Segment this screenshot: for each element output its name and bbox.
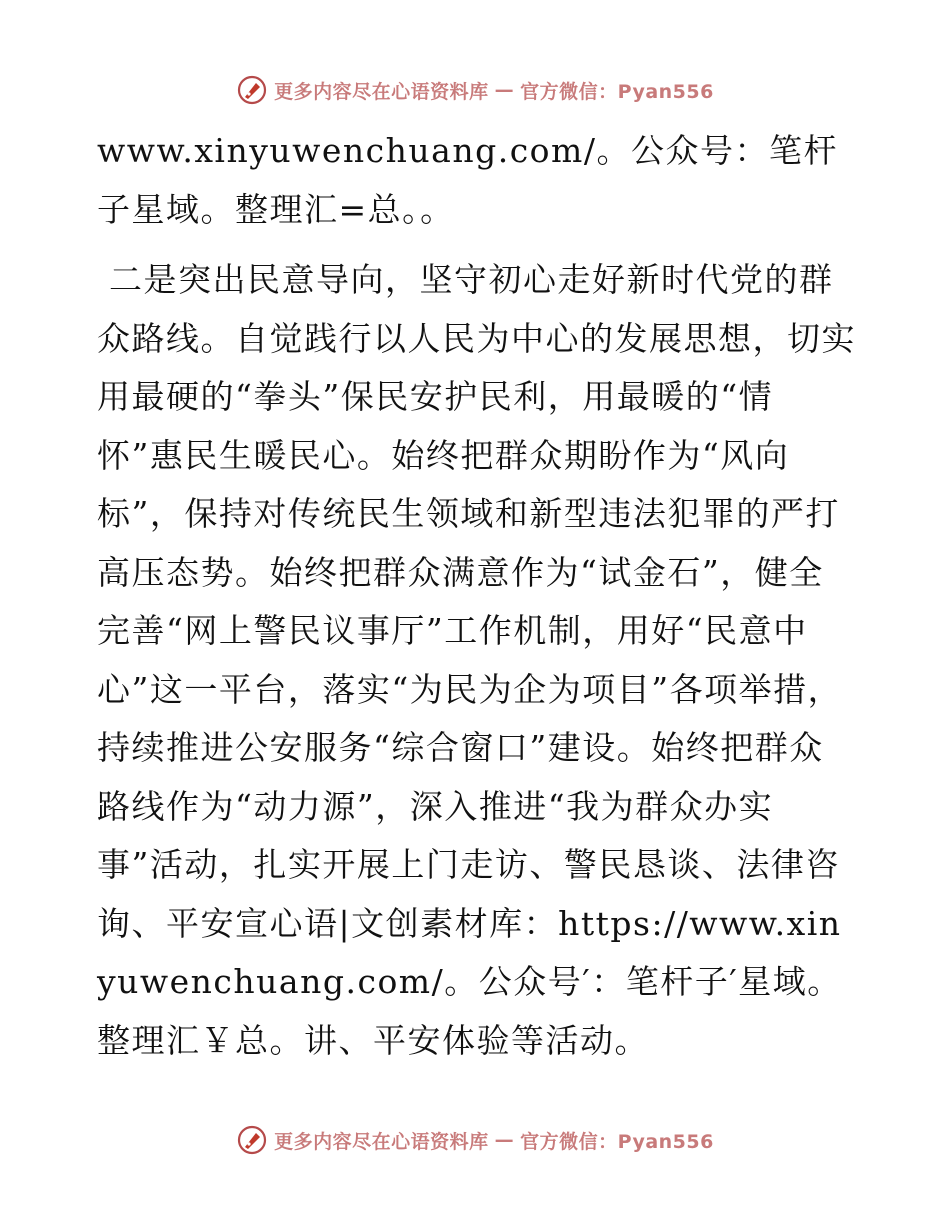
banner-site-text: 更多内容尽在心语资料库 (274, 1130, 489, 1153)
paragraph-1: www.xinyuwenchuang.com/。公众号：笔杆子星域。整理汇=总。。 (97, 131, 838, 229)
banner-contact-text: 官方微信：Pyan556 (520, 80, 714, 103)
pen-nib-icon (236, 74, 268, 106)
document-body (97, 122, 857, 1070)
paragraph-2: 二是突出民意导向，坚守初心走好新时代党的群众路线。自觉践行以人民为中心的发展思想，切实用最硬的“拳头”保民安护民利，用最暖的“情怀”惠民生暖民心。始终把群众期盼作为“风向标”，保持对传统民生领域和新型违法犯罪的严打高压态势。始终把群众满意作为“试金石”，健全完善“网上警民议事厅”工作机制，用好“民意中心”这一平台，落实“为民为企为项目”各项举措，持续推进公安服务“综合窗口”建设。始终把群众路线作为“动力源”，深入推进“我为群众办实事”活动，扎实开展上门走访、警民恳谈、法律咨询、平安宣心语|文创素材库：https://www.xinyuwenchuang.com/。公众号′：笔杆子′星域。整理汇￥总。讲、平安体验等活动。 (97, 260, 856, 1060)
pen-nib-icon (236, 1124, 268, 1156)
footer-banner (0, 1120, 950, 1160)
header-banner (0, 70, 950, 110)
banner-contact-text: 官方微信：Pyan556 (520, 1130, 714, 1153)
banner-separator: — (494, 1129, 515, 1151)
banner-site-text: 更多内容尽在心语资料库 (274, 80, 489, 103)
banner-separator: — (494, 79, 515, 101)
